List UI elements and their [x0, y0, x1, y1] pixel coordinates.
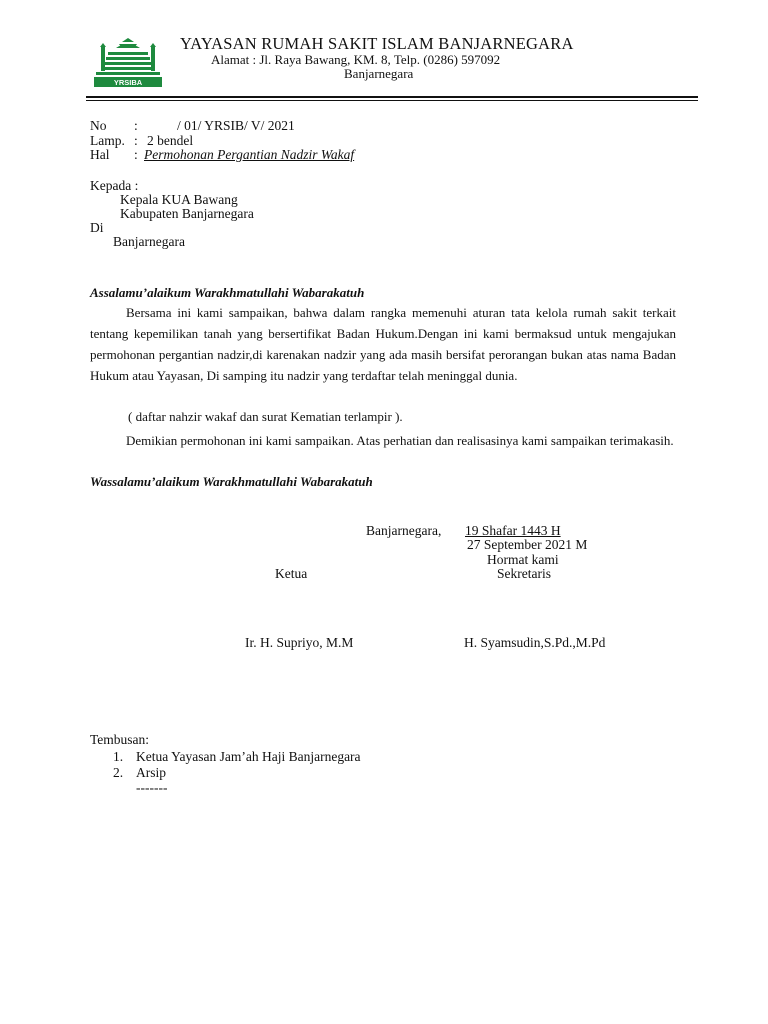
recipient-line-1: Kepala KUA Bawang: [120, 192, 238, 207]
logo-text: YRSIBA: [113, 78, 143, 87]
org-address: Alamat : Jl. Raya Bawang, KM. 8, Telp. (0286) 597092: [211, 52, 501, 67]
no-colon: :: [134, 118, 138, 133]
kepada-label: Kepada :: [90, 178, 139, 193]
greeting: Assalamu’alaikum Warakhmatullahi Wabarakatuh: [90, 285, 365, 300]
hal-colon: :: [134, 147, 138, 162]
paragraph-1: Bersama ini kami sampaikan, bahwa dalam rangka memenuhi aturan tata kelola rumah sakit terkait tentang kepemilikan tanah yang bersertifikat Badan Hukum.Dengan ini kami bermaksud untuk mengajukan permohonan pergantian nadzir,di karenakan nadzir yang ada masih bersifat perorangan bukan atas nama Badan Hukum atau Yayasan, Di samping itu nadzir yang terdaftar telah meninggal dunia.: [90, 305, 676, 383]
paragraph-2: Demikian permohonan ini kami sampaikan. Atas perhatian dan realisasinya kami sampaikan terimakasih.: [126, 433, 674, 448]
cc-item-1-text: Ketua Yayasan Jam’ah Haji Banjarnegara: [136, 749, 361, 764]
recipient-line-2: Kabupaten Banjarnegara: [120, 206, 254, 221]
cc-dashes: -------: [136, 780, 168, 795]
cc-item-1-num: 1.: [113, 749, 124, 764]
cc-item-2-num: 2.: [113, 765, 124, 780]
recipient-place: Banjarnegara: [113, 234, 185, 249]
no-value: / 01/ YRSIB/ V/ 2021: [177, 118, 295, 133]
attachment-note: ( daftar nahzir wakaf dan surat Kematian terlampir ).: [128, 409, 403, 424]
closing: Wassalamu’alaikum Warakhmatullahi Wabarakatuh: [90, 474, 373, 489]
signature-place: Banjarnegara,: [366, 523, 442, 538]
right-signer-title: Sekretaris: [497, 566, 551, 581]
hal-value: Permohonan Pergantian Nadzir Wakaf: [144, 147, 355, 162]
lamp-value: 2 bendel: [147, 133, 194, 148]
cc-title: Tembusan:: [90, 732, 150, 747]
yrsiba-logo: [92, 38, 164, 88]
lamp-label: Lamp.: [90, 133, 125, 148]
org-name: YAYASAN RUMAH SAKIT ISLAM BANJARNEGARA: [180, 34, 574, 53]
left-signer-title: Ketua: [275, 566, 308, 581]
cc-item-2-text: Arsip: [136, 765, 166, 780]
hal-label: Hal: [90, 147, 110, 162]
no-label: No: [90, 118, 107, 133]
hijri-date: 19 Shafar 1443 H: [465, 523, 561, 538]
lamp-colon: :: [134, 133, 138, 148]
regards: Hormat kami: [487, 552, 559, 567]
right-signer-name: H. Syamsudin,S.Pd.,M.Pd: [464, 635, 606, 650]
left-signer-name: Ir. H. Supriyo, M.M: [245, 635, 354, 650]
letterhead-divider-thick: [86, 96, 698, 98]
letterhead-divider-thin: [86, 100, 698, 101]
org-city: Banjarnegara: [344, 66, 414, 81]
di-label: Di: [90, 220, 104, 235]
gregorian-date: 27 September 2021 M: [467, 537, 588, 552]
